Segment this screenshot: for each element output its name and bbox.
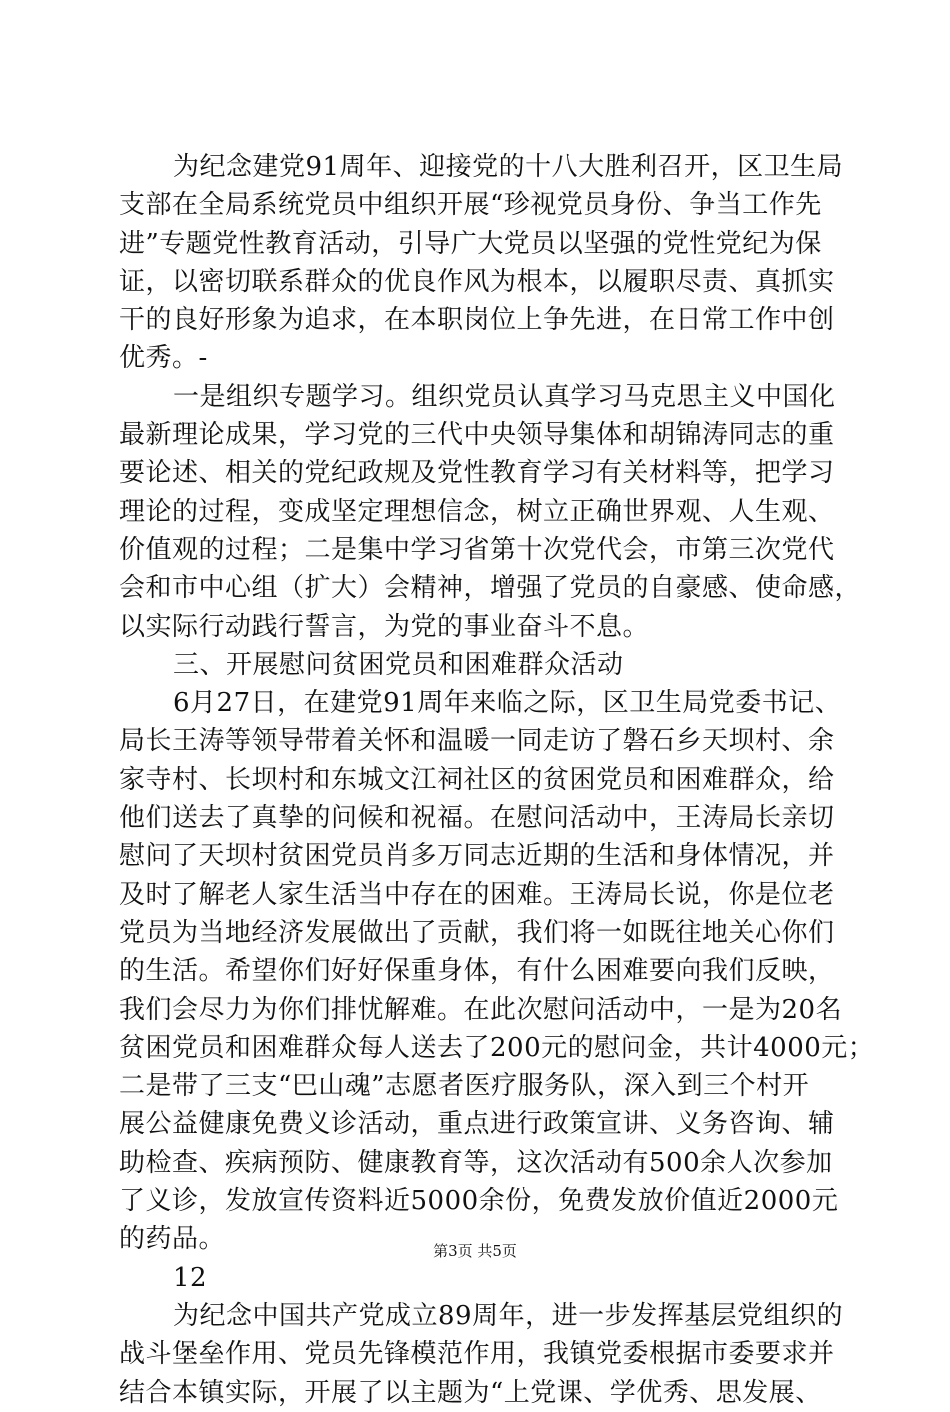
paragraph-line: 我们会尽力为你们排忧解难。在此次慰问活动中，一是为20名 [119,994,843,1025]
section-heading: 三、开展慰问贫困党员和困难群众活动 [173,649,624,680]
paragraph-line: 结合本镇实际，开展了以主题为“上党课、学优秀、思发展、 [119,1377,822,1408]
paragraph-line: 贫困党员和困难群众每人送去了200元的慰问金，共计4000元； [119,1032,875,1063]
paragraph-line: 家寺村、长坝村和东城文江祠社区的贫困党员和困难群众，给 [119,764,835,795]
paragraph-line: 会和市中心组（扩大）会精神，增强了党员的自豪感、使命感， [119,573,862,604]
paragraph-line: 展公益健康免费义诊活动，重点进行政策宣讲、义务咨询、辅 [119,1109,835,1140]
paragraph-line: 为纪念建党91周年、迎接党的十八大胜利召开，区卫生局 [173,152,844,182]
paragraph-line: 助检查、疾病预防、健康教育等，这次活动有500余人次参加 [119,1147,833,1178]
paragraph-line: 一是组织专题学习。组织党员认真学习马克思主义中国化 [173,381,836,412]
paragraph-line: 二是带了三支“巴山魂”志愿者医疗服务队，深入到三个村开 [119,1071,810,1102]
paragraph-line: 党员为当地经济发展做出了贡献，我们将一如既往地关心你们 [119,917,835,948]
paragraph-line: 证，以密切联系群众的优良作风为根本，以履职尽责、真抓实 [119,266,835,297]
paragraph-line: 最新理论成果，学习党的三代中央领导集体和胡锦涛同志的重 [119,420,835,451]
paragraph-line: 为纪念中国共产党成立89周年，进一步发挥基层党组织的 [173,1300,844,1331]
paragraph-line: 的生活。希望你们好好保重身体，有什么困难要向我们反映， [119,956,835,987]
page-footer: 第3页 共5页 [433,1242,517,1260]
paragraph-line: 以实际行动践行誓言，为党的事业奋斗不息。 [119,611,650,642]
page-number-inline: 12 [173,1262,208,1293]
paragraph-line: 局长王涛等领导带着关怀和温暖一同走访了磐石乡天坝村、余 [119,726,835,757]
paragraph-line: 进”专题党性教育活动，引导广大党员以坚强的党性党纪为保 [119,228,822,259]
paragraph-line: 支部在全局系统党员中组织开展“珍视党员身份、争当工作先 [119,190,822,221]
paragraph-line: 价值观的过程；二是集中学习省第十次党代会，市第三次党代 [119,534,835,565]
document-body [119,148,875,1412]
paragraph-line: 了义诊，发放宣传资料近5000余份，免费发放价值近2000元 [119,1186,839,1217]
paragraph-line: 理论的过程，变成坚定理想信念，树立正确世界观、人生观、 [119,496,835,527]
paragraph-line: 战斗堡垒作用、党员先锋模范作用，我镇党委根据市委要求并 [119,1339,835,1370]
paragraph-line: 要论述、相关的党纪政规及党性教育学习有关材料等，把学习 [119,458,835,489]
paragraph-line: 6月27日，在建党91周年来临之际，区卫生局党委书记、 [173,688,842,719]
paragraph-line: 干的良好形象为追求，在本职岗位上争先进，在日常工作中创 [119,305,835,336]
paragraph-line: 及时了解老人家生活当中存在的困难。王涛局长说，你是位老 [119,879,835,910]
paragraph-line: 的药品。 [119,1224,226,1255]
paragraph-line: 慰问了天坝村贫困党员肖多万同志近期的生活和身体情况，并 [119,841,835,872]
paragraph-line: 优秀。- [119,343,208,374]
paragraph-line: 他们送去了真挚的问候和祝福。在慰问活动中，王涛局长亲切 [119,803,835,834]
